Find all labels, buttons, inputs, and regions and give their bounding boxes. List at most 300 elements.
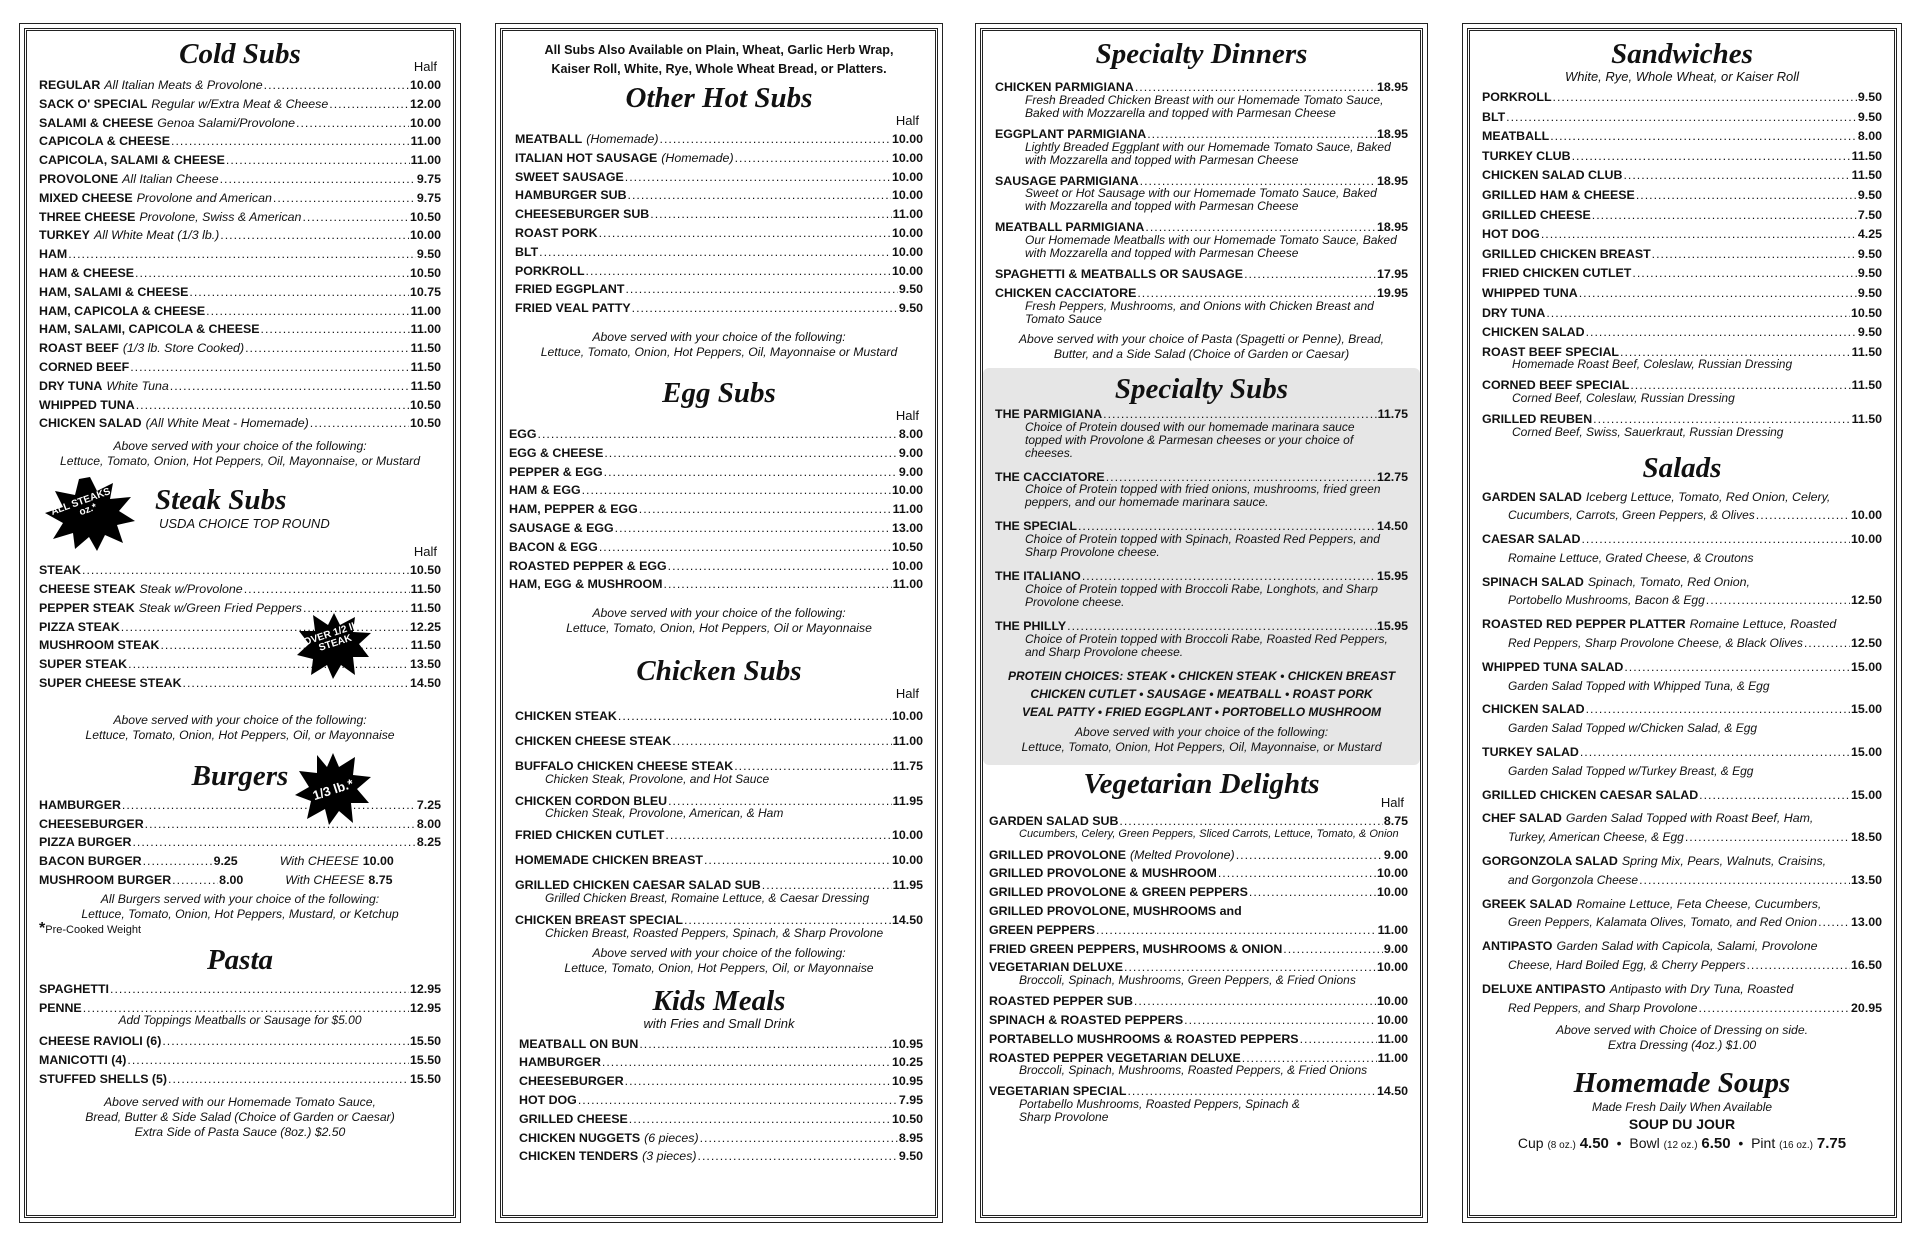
menu-item xyxy=(519,1035,923,1054)
item-description: Homemade Roast Beef, Coleslaw, Russian Dressing xyxy=(1512,357,1793,372)
item-name: HAMBURGER xyxy=(39,797,121,812)
item-name: GORGONZOLA SALAD xyxy=(1482,854,1618,869)
kids-meals-subtitle: with Fries and Small Drink xyxy=(643,1015,795,1031)
item-name: MUSHROOM STEAK xyxy=(39,638,160,653)
bowl-price: 6.50 xyxy=(1701,1135,1731,1153)
item-name: THE PHILLY xyxy=(995,618,1067,633)
leader-dots xyxy=(261,320,410,339)
leader-dots xyxy=(220,226,409,245)
leader-dots xyxy=(1506,108,1857,128)
menu-item xyxy=(1482,284,1882,304)
item-name: GARDEN SALAD xyxy=(1482,489,1582,504)
item-description: Garden Salad Topped with Whipped Tuna, & Egg xyxy=(1508,678,1770,693)
vegetarian-list xyxy=(989,812,1408,1124)
item-price: 11.50 xyxy=(410,638,441,653)
item-description: Choice of Protein topped with fried onions, mushrooms, fried green peppers, and our homemade marinara sauce. xyxy=(1025,482,1381,510)
leader-dots xyxy=(1300,1030,1377,1049)
soups-subtitle: Made Fresh Daily When Available xyxy=(1591,1100,1773,1115)
salad-line-1 xyxy=(1482,937,1882,956)
item-price: 12.50 xyxy=(1850,593,1882,608)
menu-item xyxy=(1482,206,1882,226)
item-price: 10.00 xyxy=(1376,885,1408,900)
item-price: 9.50 xyxy=(1857,187,1882,202)
item-price: 14.50 xyxy=(409,675,441,690)
leader-dots xyxy=(578,1091,898,1110)
item-price: 11.00 xyxy=(892,733,923,748)
item-price: 15.00 xyxy=(1850,787,1882,802)
item-name: SPINACH SALAD xyxy=(1482,574,1584,589)
item-price: 10.00 xyxy=(891,709,923,724)
item-name: CHEESEBURGER xyxy=(39,816,144,831)
leader-dots xyxy=(122,796,416,815)
item-price: 9.00 xyxy=(1383,847,1408,862)
leader-dots xyxy=(650,205,891,224)
item-name: FRIED GREEN PEPPERS, MUSHROOMS & ONION xyxy=(989,941,1283,956)
soups-title: Homemade Soups xyxy=(1573,1067,1791,1100)
half-label: Half xyxy=(413,544,437,560)
menu-item xyxy=(1482,88,1882,108)
menu-item xyxy=(509,444,923,463)
salad-line-1 xyxy=(1482,573,1882,592)
note-line: Above served with your choice of the following: xyxy=(592,945,846,960)
item-price: 20.95 xyxy=(1850,1000,1882,1015)
kids-meals-title: Kids Meals xyxy=(652,984,786,1017)
menu-item xyxy=(989,1030,1408,1049)
menu-item xyxy=(989,921,1408,940)
menu-item xyxy=(39,264,441,283)
other-hot-subs-title: Other Hot Subs xyxy=(625,82,813,114)
leader-dots xyxy=(168,1070,409,1089)
menu-panel-2 xyxy=(500,28,938,1218)
item-price: 15.00 xyxy=(1850,659,1882,674)
note-line: Above served with your choice of the following: xyxy=(1074,724,1329,739)
item-name: CHEESE RAVIOLI (6) xyxy=(39,1034,162,1049)
note-line: Above served with your choice of the following: xyxy=(592,329,846,344)
item-name: GRILLED REUBEN xyxy=(1482,411,1593,426)
menu-item xyxy=(39,833,441,852)
item-price: 11.95 xyxy=(892,793,923,808)
kids-meals-list xyxy=(519,1035,923,1167)
leader-dots xyxy=(582,481,891,500)
item-name: GARDEN SALAD SUB xyxy=(989,813,1119,828)
menu-item xyxy=(39,980,441,999)
leader-dots xyxy=(586,262,891,281)
burgers-list xyxy=(39,796,441,852)
with-cheese-label: With CHEESE xyxy=(285,872,365,887)
item-price: 9.00 xyxy=(1383,941,1408,956)
item-price: 10.50 xyxy=(409,416,441,431)
leader-dots xyxy=(1580,743,1850,762)
item-price: 11.50 xyxy=(410,581,441,596)
item-name: SWEET SAUSAGE xyxy=(515,169,624,184)
item-description: All Italian Meats & Provolone xyxy=(104,78,263,92)
leader-dots xyxy=(629,1110,891,1129)
burgers-title: Burgers xyxy=(191,759,289,792)
note-line: Above served with our Homemade Tomato Sauce, xyxy=(104,1094,376,1109)
item-price: 11.50 xyxy=(1851,168,1882,183)
note-line: Above served with your choice of the following: xyxy=(592,606,846,621)
item-description: (6 pieces) xyxy=(644,1130,699,1145)
leader-dots xyxy=(698,1147,898,1166)
item-price: 10.00 xyxy=(891,263,923,278)
menu-item xyxy=(515,149,923,168)
item-description: (Homemade) xyxy=(661,150,734,165)
salad-item xyxy=(1482,895,1882,933)
item-description: Cucumbers, Carrots, Green Peppers, & Olives xyxy=(1508,508,1755,523)
item-price: 9.50 xyxy=(1857,285,1882,300)
menu-item xyxy=(1482,166,1882,186)
menu-item xyxy=(515,205,923,224)
item-name: MEATBALL ON BUN xyxy=(519,1036,639,1051)
item-description: All White Meat (1/3 lb.) xyxy=(93,228,220,243)
leader-dots xyxy=(1706,591,1850,610)
item-name: HOT DOG xyxy=(519,1092,577,1107)
item-name: WHIPPED TUNA xyxy=(39,397,135,412)
salad-item xyxy=(1482,700,1882,738)
leader-dots xyxy=(704,851,891,870)
menu-item xyxy=(39,95,441,114)
item-name: SUPER CHEESE STEAK xyxy=(39,675,182,690)
leader-dots xyxy=(1685,828,1850,847)
item-description: Garden Salad with Capicola, Salami, Provolone xyxy=(1556,939,1818,954)
egg-subs-title: Egg Subs xyxy=(662,376,776,409)
leader-dots xyxy=(599,224,891,243)
item-name: PORTABELLO MUSHROOMS & ROASTED PEPPERS xyxy=(989,1031,1299,1046)
item-description: Grilled Chicken Breast, Romaine Lettuce, & Caesar Dressing xyxy=(545,890,870,905)
menu-item xyxy=(509,538,923,557)
item-name: PROVOLONE xyxy=(39,171,119,186)
item-price: 10.00 xyxy=(1850,508,1882,523)
leader-dots xyxy=(160,636,409,655)
leader-dots xyxy=(1550,127,1857,147)
item-description: Iceberg Lettuce, Tomato, Red Onion, Celery, xyxy=(1585,489,1831,504)
item-name: BACON & EGG xyxy=(509,539,598,554)
item-price: 10.50 xyxy=(891,539,923,554)
leader-dots xyxy=(1546,304,1850,324)
item-price: 10.00 xyxy=(891,558,923,573)
leader-dots xyxy=(1218,864,1376,883)
item-description: Broccoli, Spinach, Mushrooms, Green Peppers, & Fried Onions xyxy=(1019,973,1356,988)
over-half-lb-text: OVER 1/2 lb. STEAK xyxy=(302,619,363,654)
menu-item xyxy=(1482,147,1882,167)
item-name: THE PARMIGIANA xyxy=(995,406,1103,421)
menu-item xyxy=(39,339,441,358)
vegetarian-delights-title: Vegetarian Delights xyxy=(1083,767,1320,800)
item-description: Spinach, Tomato, Red Onion, xyxy=(1587,574,1750,589)
item-name: HAM xyxy=(39,247,68,262)
menu-item xyxy=(39,358,441,377)
leader-dots xyxy=(310,414,409,433)
menu-item xyxy=(515,262,923,281)
note-line: Lettuce, Tomato, Onion, Hot Peppers, Oil or Mayonnaise xyxy=(566,621,872,636)
salad-line-2 xyxy=(1482,677,1882,696)
menu-item xyxy=(989,902,1408,921)
menu-item xyxy=(1482,186,1882,206)
leader-dots xyxy=(604,463,898,482)
salad-item xyxy=(1482,488,1882,526)
menu-item xyxy=(39,1051,441,1070)
note-line: Extra Side of Pasta Sauce (8oz.) $2.50 xyxy=(134,1124,346,1139)
leader-dots xyxy=(639,500,892,519)
leader-dots xyxy=(220,170,416,189)
leader-dots xyxy=(1236,846,1383,865)
item-price: 10.00 xyxy=(891,828,923,843)
item-name: ROASTED PEPPER & EGG xyxy=(509,558,667,573)
salad-line-1 xyxy=(1482,658,1882,677)
menu-item xyxy=(1482,323,1882,343)
item-name: HAM, SALAMI & CHEESE xyxy=(39,284,189,299)
item-description: Genoa Salami/Provolone xyxy=(157,115,296,130)
salad-line-1 xyxy=(1482,895,1882,914)
leader-dots xyxy=(668,557,891,576)
item-description: (Homemade) xyxy=(586,132,659,146)
steak-subs-list xyxy=(39,561,441,693)
leader-dots xyxy=(1249,883,1376,902)
item-name: CHICKEN CORDON BLEU xyxy=(515,793,668,808)
item-price: 7.25 xyxy=(416,797,441,812)
item-name: WHIPPED TUNA SALAD xyxy=(1482,659,1624,674)
item-name: SPINACH & ROASTED PEPPERS xyxy=(989,1012,1184,1027)
item-name: CHEESE STEAK xyxy=(39,581,136,596)
item-price: 15.50 xyxy=(409,1034,441,1049)
item-price: 8.00 xyxy=(219,872,244,887)
item-description: Provolone, Swiss & American xyxy=(139,209,302,224)
soup-sizes: Cup (8 oz.) 4.50 • Bowl (12 oz.) 6.50 • Pint (16 oz.) 7.75 xyxy=(1517,1135,1847,1153)
item-price: 8.75 xyxy=(1383,813,1408,828)
item-name: CHEESEBURGER SUB xyxy=(515,207,650,222)
item-description: Romaine Lettuce, Grated Cheese, & Croutons xyxy=(1508,550,1754,565)
item-name: CAPICOLA, SALAMI & CHEESE xyxy=(39,153,225,168)
salad-item xyxy=(1482,573,1882,611)
item-name: HAM, PEPPER & EGG xyxy=(509,502,638,517)
salads-title: Salads xyxy=(1642,451,1722,484)
item-name: GRILLED PROVOLONE, MUSHROOMS and xyxy=(989,903,1242,918)
item-price: 9.50 xyxy=(1857,109,1882,124)
item-name: CHICKEN PARMIGIANA xyxy=(995,80,1134,94)
menu-item xyxy=(509,481,923,500)
item-price: 10.00 xyxy=(891,244,923,259)
menu-item xyxy=(39,226,441,245)
item-name: REGULAR xyxy=(39,78,101,92)
menu-item xyxy=(509,463,923,482)
leader-dots xyxy=(1698,999,1850,1018)
specialty-subs-list xyxy=(995,405,1408,659)
item-name: BUFFALO CHICKEN CHEESE STEAK xyxy=(515,758,734,773)
leader-dots xyxy=(1652,245,1857,265)
salad-item xyxy=(1482,980,1882,1018)
leader-dots xyxy=(632,299,898,318)
leader-dots xyxy=(245,339,410,358)
protein-line: VEAL PATTY • FRIED EGGPLANT • PORTOBELLO MUSHROOM xyxy=(1021,704,1382,719)
item-name: MEATBALL PARMIGIANA xyxy=(995,220,1145,235)
salad-line-2 xyxy=(1482,871,1882,890)
item-price: 8.00 xyxy=(416,816,441,831)
menu-item xyxy=(39,114,441,133)
item-name: HAM, CAPICOLA & CHEESE xyxy=(39,303,206,318)
note-line: Above served with your choice of the following: xyxy=(113,439,367,454)
menu-panel-1 xyxy=(24,28,456,1218)
leader-dots xyxy=(625,280,897,299)
item-price: 10.95 xyxy=(891,1074,923,1089)
leader-dots xyxy=(1624,658,1850,677)
leader-dots xyxy=(1592,206,1857,226)
item-price: 10.00 xyxy=(891,169,923,184)
note-line: Lettuce, Tomato, Onion, Hot Peppers, Oil, Mayonnaise or Mustard xyxy=(540,344,898,359)
leader-dots xyxy=(1756,506,1850,525)
item-name: VEGETARIAN DELUXE xyxy=(989,960,1124,975)
menu-item xyxy=(519,1053,923,1072)
item-description: Chicken Breast, Roasted Peppers, Spinach, & Sharp Provolone xyxy=(545,925,884,940)
salad-item xyxy=(1482,658,1882,696)
item-name: PIZZA BURGER xyxy=(39,835,132,850)
one-third-lb-text: 1/3 lb.* xyxy=(310,775,356,803)
item-name: EGG & CHEESE xyxy=(509,445,604,460)
item-description: Portabello Mushrooms, Roasted Peppers, Spinach & Sharp Provolone xyxy=(1019,1097,1300,1125)
item-name: CHICKEN SALAD xyxy=(39,416,142,431)
item-price: 8.00 xyxy=(898,426,923,441)
menu-item xyxy=(39,815,441,834)
item-description: Turkey, American Cheese, & Egg xyxy=(1508,830,1684,845)
salad-line-2 xyxy=(1482,828,1882,847)
menu-item xyxy=(1482,225,1882,245)
salad-line-2 xyxy=(1482,913,1882,932)
leader-dots xyxy=(1636,186,1857,206)
item-name: HAM, SALAMI, CAPICOLA & CHEESE xyxy=(39,322,260,337)
item-description: Spring Mix, Pears, Walnuts, Craisins, xyxy=(1621,854,1827,869)
item-price: 10.00 xyxy=(409,78,441,92)
menu-item xyxy=(39,655,441,674)
item-name: CAPICOLA & CHEESE xyxy=(39,134,171,149)
note-line: Lettuce, Tomato, Onion, Hot Peppers, Oil, or Mayonnaise xyxy=(564,960,874,975)
menu-item xyxy=(519,1147,923,1166)
leader-dots xyxy=(1699,786,1850,805)
item-description: Corned Beef, Swiss, Sauerkraut, Russian Dressing xyxy=(1512,424,1784,439)
item-price: 18.95 xyxy=(1376,126,1408,141)
item-price: 9.25 xyxy=(213,854,238,869)
half-label: Half xyxy=(413,59,437,74)
bread-options-note xyxy=(515,41,923,79)
item-price: 13.00 xyxy=(891,520,923,535)
leader-dots xyxy=(1541,225,1857,245)
note-line: Extra Dressing (4oz.) $1.00 xyxy=(1607,1038,1757,1053)
leader-dots xyxy=(1184,1011,1376,1030)
protein-choices xyxy=(995,667,1408,721)
item-name: HAMBURGER SUB xyxy=(515,188,627,203)
pasta-title: Pasta xyxy=(206,943,274,976)
leader-dots xyxy=(136,396,409,415)
item-description: Garden Salad Topped w/Chicken Salad, & Egg xyxy=(1508,721,1758,736)
item-price: 8.00 xyxy=(1857,129,1882,144)
menu-item xyxy=(509,425,923,444)
item-name: CHICKEN SALAD xyxy=(1482,702,1585,717)
leader-dots xyxy=(639,1035,891,1054)
item-name: THE SPECIAL xyxy=(995,519,1077,534)
item-name: EGGPLANT PARMIGIANA xyxy=(995,126,1147,141)
egg-subs-note xyxy=(515,606,923,636)
item-price: 9.50 xyxy=(1857,266,1882,281)
menu-item xyxy=(515,168,923,187)
steak-burst-text: ALL STEAKS 6 oz.* xyxy=(49,483,120,519)
pint-price: 7.75 xyxy=(1816,1135,1847,1153)
item-description: Broccoli, Spinach, Mushrooms, Roasted Peppers, & Fried Onions xyxy=(1019,1063,1368,1078)
item-description: Steak w/Green Fried Peppers xyxy=(138,600,302,615)
item-description: Garden Salad Topped w/Turkey Breast, & Egg xyxy=(1508,763,1754,778)
item-name: BLT xyxy=(515,244,539,259)
leader-dots xyxy=(244,580,410,599)
menu-item xyxy=(519,1129,923,1148)
item-price: 13.00 xyxy=(1850,915,1882,930)
leader-dots xyxy=(172,871,218,890)
burgers-note xyxy=(39,892,441,922)
item-price: 8.25 xyxy=(416,835,441,850)
item-description: Cheese, Hard Boiled Egg, & Cherry Peppers xyxy=(1508,958,1746,973)
half-label: Half xyxy=(895,686,919,702)
item-price: 10.25 xyxy=(891,1055,923,1070)
item-name: DRY TUNA xyxy=(1482,305,1546,320)
pasta-note xyxy=(39,1095,441,1140)
item-description: (3 pieces) xyxy=(642,1149,697,1164)
leader-dots xyxy=(599,538,891,557)
item-price: 9.50 xyxy=(898,282,923,297)
menu-panel-4 xyxy=(1467,28,1897,1218)
item-price: 11.00 xyxy=(892,577,923,592)
cup-oz: (8 oz.) xyxy=(1547,1140,1576,1152)
leader-dots xyxy=(660,130,891,149)
item-price: 11.00 xyxy=(892,502,923,517)
menu-item xyxy=(39,377,441,396)
leader-dots xyxy=(618,707,891,726)
sandwiches-list xyxy=(1482,88,1882,439)
salad-line-2 xyxy=(1482,762,1882,781)
item-description: (All White Meat - Homemade) xyxy=(145,416,309,431)
item-price: 9.50 xyxy=(898,301,923,316)
menu-item xyxy=(515,299,923,318)
specialty-dinners-note: Above served with your choice of Pasta (Spagetti or Penne), Bread, Butter, and a Side Salad (Choice of Garden or Caesar) xyxy=(1018,331,1385,361)
leader-dots xyxy=(1283,940,1383,959)
leader-dots xyxy=(1244,265,1376,284)
item-name: DRY TUNA xyxy=(39,378,103,393)
leader-dots xyxy=(625,168,891,187)
menu-item xyxy=(39,208,441,227)
menu-item xyxy=(39,170,441,189)
leader-dots xyxy=(1804,634,1850,653)
salad-item xyxy=(1482,530,1882,568)
item-price: 12.95 xyxy=(409,981,441,996)
cold-subs-note xyxy=(39,439,441,469)
leader-dots xyxy=(82,561,409,580)
half-label: Half xyxy=(1380,794,1404,810)
item-price: 15.50 xyxy=(409,1053,441,1068)
leader-dots xyxy=(625,1072,891,1091)
leader-dots xyxy=(1553,88,1857,108)
note-line: Lettuce, Tomato, Onion, Hot Peppers, Mustard, or Ketchup xyxy=(81,906,399,921)
item-name: SAUSAGE PARMIGIANA xyxy=(995,173,1139,188)
salad-item xyxy=(1482,786,1882,805)
cold-subs-title: Cold Subs xyxy=(179,38,301,70)
leader-dots xyxy=(264,76,409,95)
salad-line-2 xyxy=(1482,719,1882,738)
item-price: 10.00 xyxy=(891,150,923,165)
menu-item xyxy=(989,992,1408,1011)
item-name: DELUXE ANTIPASTO xyxy=(1482,981,1606,996)
pint-label: Pint xyxy=(1751,1135,1776,1152)
note-line: Lettuce, Tomato, Onion, Hot Peppers, Oil, Mayonnaise, or Mustard xyxy=(60,454,420,469)
item-price: 10.95 xyxy=(891,1036,923,1051)
menu-item xyxy=(39,245,441,264)
item-price: 10.00 xyxy=(891,853,923,868)
item-price: 18.95 xyxy=(1376,220,1408,235)
menu-item xyxy=(1482,304,1882,324)
